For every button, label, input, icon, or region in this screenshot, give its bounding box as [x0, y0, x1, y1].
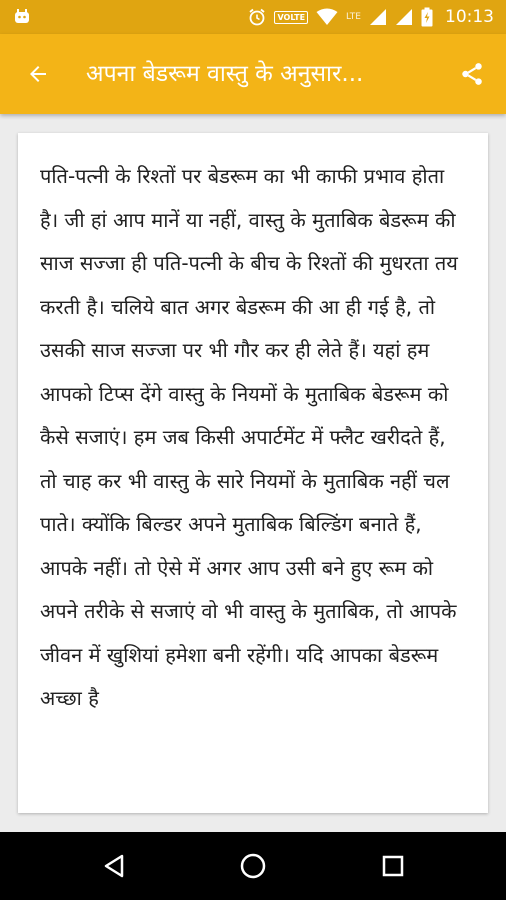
page-title: अपना बेडरूम वास्तु के अनुसार...: [86, 61, 364, 87]
article-card: [18, 133, 488, 813]
arrow-back-icon: [26, 62, 50, 86]
navigation-bar: [0, 832, 506, 900]
triangle-back-icon: [102, 853, 126, 879]
signal-icon-1: [369, 8, 387, 26]
app-bar: [0, 34, 506, 114]
circle-home-icon: [239, 852, 267, 880]
article-body-text: पति-पत्नी के रिश्तों पर बेडरूम का भी काफी प्रभाव होता है। जी हां आप मानें या नहीं, वास्तु के मुताबिक बेडरूम की साज सज्जा ही पति-पत्नी के बीच के रिश्तों की मुधरता तय करती है। चलिये बात अगर बेडरूम की आ ही गई है, तो उसकी साज सज्जा पर भी गौर कर ही लेते हैं। यहां हम आपको टिप्स देंगे वास्तु के नियमों के मुताबिक बेडरूम को कैसे सजाएं। हम जब किसी अपार्टमेंट में फ्लैट खरीदते हैं, तो चाह कर भी वास्तु के सारे नियमों के मुताबिक नहीं चल पाते। क्योंकि बिल्डर अपने मुताबिक बिल्डिंग बनाते हैं, आपके नहीं। तो ऐसे में अगर आप उसी बने हुए रूम को अपने तरीके से सजाएं वो भी वास्तु के मुताबिक, तो आपके जीवन में खुशियां हमेशा बनी रहेंगी। यदि आपका बेडरूम अच्छा है: [40, 164, 458, 710]
share-icon: [459, 61, 485, 87]
wifi-icon: [316, 8, 338, 26]
status-time: 10:13: [445, 7, 494, 27]
back-button[interactable]: [14, 50, 62, 98]
volte-badge: VOLTE: [274, 11, 308, 24]
alarm-icon: [248, 8, 266, 26]
signal-icon-2: [395, 8, 413, 26]
status-icons: [248, 4, 494, 30]
nav-recents-button[interactable]: [369, 842, 417, 890]
square-recents-icon: [381, 854, 405, 878]
nav-home-button[interactable]: [229, 842, 277, 890]
battery-icon: [421, 7, 433, 27]
android-notification-icon: [14, 8, 30, 24]
network-type-label: LTE: [346, 12, 361, 22]
status-bar: [0, 0, 506, 34]
nav-back-button[interactable]: [90, 842, 138, 890]
share-button[interactable]: [448, 50, 496, 98]
article-scroll-area[interactable]: [18, 133, 488, 813]
